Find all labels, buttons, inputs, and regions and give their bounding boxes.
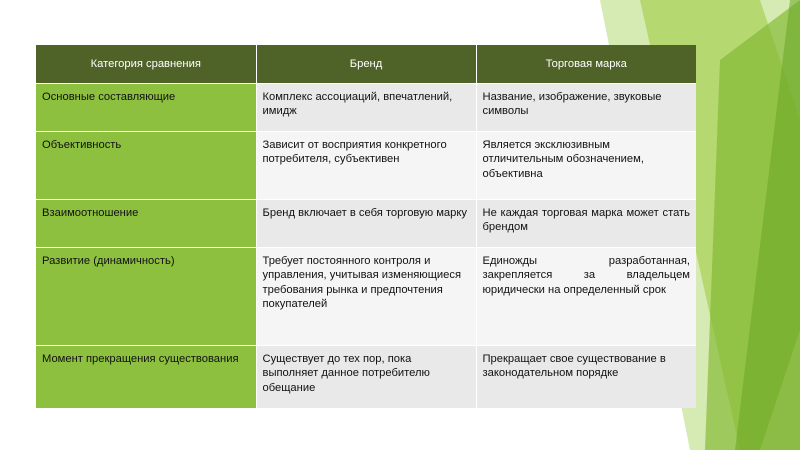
comparison-table (36, 45, 696, 408)
row-brand: Зависит от восприятия конкретного потребителя, субъективен (256, 132, 476, 200)
table-row (36, 132, 696, 200)
header-category: Категория сравнения (36, 45, 256, 84)
row-trademark: Является эксклюзивным отличительным обозначением, объективна (476, 132, 696, 200)
row-category: Объективность (36, 132, 256, 200)
row-category: Основные составляющие (36, 84, 256, 132)
row-trademark: Прекращает свое существование в законодательном порядке (476, 346, 696, 408)
table-header-row (36, 45, 696, 84)
row-brand: Комплекс ассоциаций, впечатлений, имидж (256, 84, 476, 132)
row-category: Развитие (динамичность) (36, 248, 256, 346)
header-brand: Бренд (256, 45, 476, 84)
table-row (36, 248, 696, 346)
row-trademark: Не каждая торговая марка может стать брендом (476, 200, 696, 248)
table-row (36, 346, 696, 408)
row-brand: Существует до тех пор, пока выполняет данное потребителю обещание (256, 346, 476, 408)
table-row (36, 84, 696, 132)
row-trademark: Единожды разработанная, закрепляется за владельцем юридически на определенный срок (476, 248, 696, 346)
row-category: Момент прекращения существования (36, 346, 256, 408)
header-trademark: Торговая марка (476, 45, 696, 84)
row-brand: Бренд включает в себя торговую марку (256, 200, 476, 248)
row-brand: Требует постоянного контроля и управления, учитывая изменяющиеся требования рынка и предпочтения покупателей (256, 248, 476, 346)
table-row (36, 200, 696, 248)
row-trademark: Название, изображение, звуковые символы (476, 84, 696, 132)
row-category: Взаимоотношение (36, 200, 256, 248)
